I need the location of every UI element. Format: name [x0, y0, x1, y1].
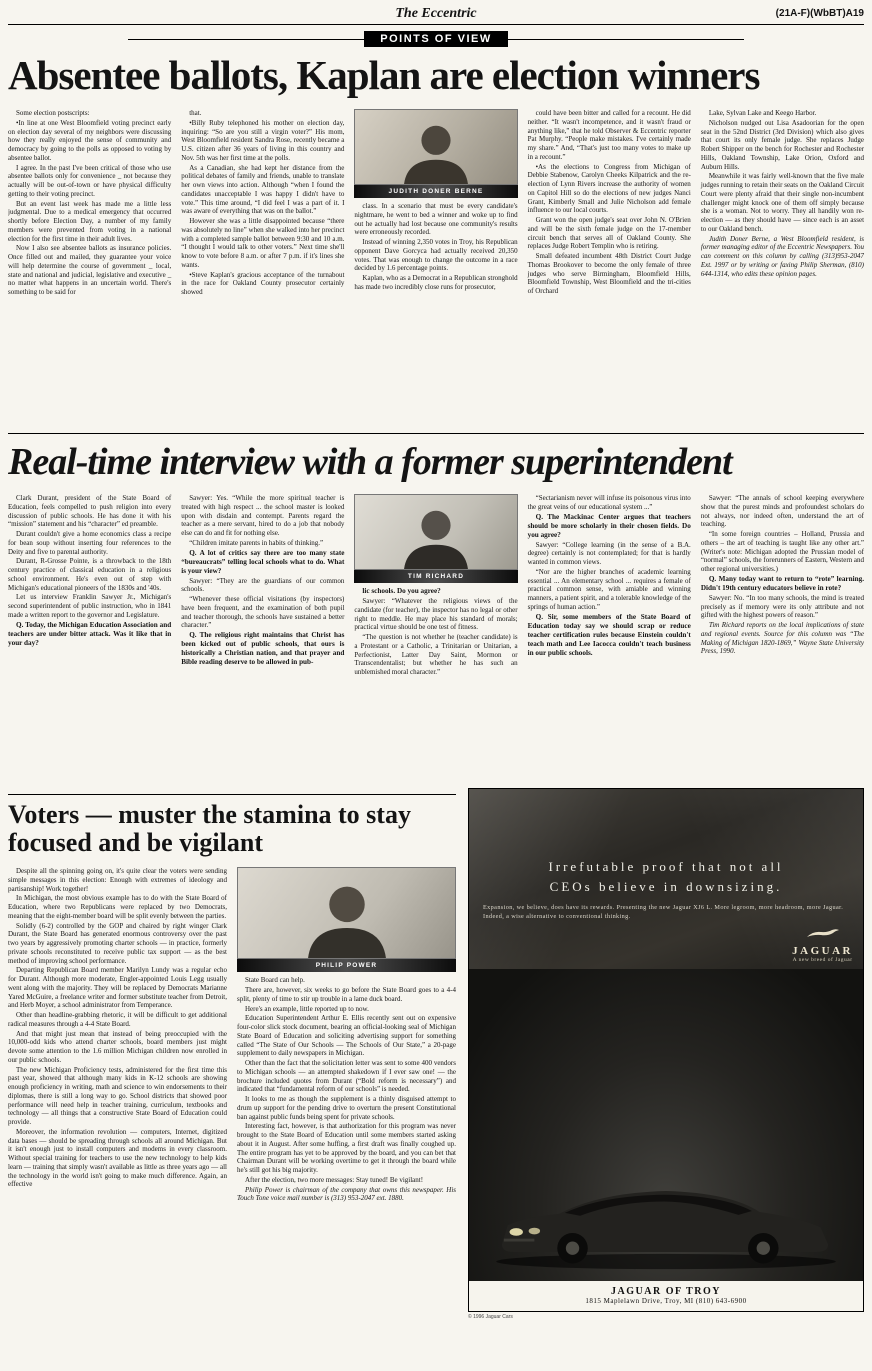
- dealer-name: JAGUAR OF TROY: [611, 1286, 721, 1297]
- paragraph: “Whenever these official visitations (by inspectors) have been frequent, and the examination of both pupil and teacher thorough, the schools have sustained a better character.”: [181, 595, 345, 630]
- paragraph: Other than headline-grabbing rhetoric, it will be difficult to get additional radical measures through a 4-4 State Board.: [8, 1011, 227, 1028]
- judith-doner-berne-photo: [354, 109, 517, 198]
- paragraph: “The question is not whether he (teacher candidate) is a Protestant or a Catholic, a Trinitarian or Unitarian, a Perfectionist, Latter Day Saint, Mormon or Transcendentalist; but whether he has such an unblemished moral character.”: [354, 633, 518, 677]
- paragraph: Education Superintendent Arthur E. Ellis recently sent out on expensive four-color slick stock document, bearing an official-looking seal of Michigan State Board of Education and soliciting advertising support for something called “The State of Our Schools — The Schools of Our State,” a 20-page supplement to daily newspapers in Michigan.: [237, 1014, 456, 1058]
- paragraph: Grant won the open judge's seat over John N. O'Brien and will be the sixth female judge on the 17-member circuit bench that serves all of Oakland County. She replaces Judge Robert Templin who is retiring.: [527, 216, 691, 251]
- paragraph: Q. A lot of critics say there are too many state “bureaucrats” telling local schools what to do. What is your view?: [181, 548, 345, 575]
- masthead: [8, 5, 864, 25]
- article3-body: [8, 867, 456, 1319]
- paragraph: “Nor are the higher branches of academic learning essential ... An elementary school ... requires a female of practical common sense, with amiable and winning manners, a patient spirit, and a tolerable knowledge of the springs of human action.”: [527, 567, 691, 611]
- paragraph: •As the elections to Congress from Michigan of Debbie Stabenow, Carolyn Cheeks Kilpatrick and the re-election of Lynn Rivers increase the authority of women on Capitol Hill so do the elections of new judges Nanci Grant, Kimberly Small and Julie Nicholson add female influence to our local courts.: [527, 162, 691, 215]
- article1-col3-text: [354, 202, 517, 292]
- article3-col2-text: [237, 976, 456, 1203]
- paragraph: The new Michigan Proficiency tests, administered for the first time this past year, showed that although many kids in K-12 schools are showing enough proficiency in writing, math and science to win endorsements to their diplomas, there is still a long way to go. School districts that showed poor performance will need help in teacher training, curriculum, textbooks and technology — all things that a constructive State Board of Education could provide.: [8, 1065, 227, 1127]
- article2-body: [8, 494, 864, 782]
- paragraph: However she was a little disappointed because “there was absolutely no line” when she walked into her precinct with a completed sample ballot between 9:30 and 10 a.m. “I thought I would talk to other voters.” Next time she'll know to vote before 8 a.m. or after 7 p.m. if it's lines she wants.: [181, 217, 345, 269]
- jaguar-leaper-icon: [806, 928, 840, 940]
- dealer-address: 1815 Maplelawn Drive, Troy, MI (810) 643-6900: [585, 1297, 747, 1305]
- ad-fine-print: © 1996 Jaguar Cars: [468, 1314, 513, 1320]
- article1-col5: [701, 109, 864, 427]
- paragraph: lic schools. Do you agree?: [362, 587, 441, 596]
- paragraph: that.: [189, 109, 202, 117]
- banner-rule-left: [128, 39, 364, 40]
- paragraph: After the election, two more messages: Stay tuned! Be vigilant!: [245, 1175, 424, 1184]
- person-silhouette-icon: [293, 876, 399, 959]
- paragraph: Q. Sir, some members of the State Board of Education today say we should scrap or reduce teacher certification rules because Einstein couldn't teach math and Lee Iacocca couldn't teach business in our public schools.: [527, 612, 691, 657]
- paragraph: Other than the fact that the solicitation letter was sent to some 400 vendors to Michigan schools — an attempted shakedown if I ever saw one! — the brochure included quotes from Durant (“Bold reform is necessary”) and indicated that “fundamental reform of our schools” is needed.: [237, 1059, 456, 1094]
- article1-col1: [8, 109, 171, 427]
- paragraph: Q. The religious right maintains that Christ has been kicked out of public schools, that ours is historically a Christian nation, and that prayer and Bible reading deserve to be allowed in pub-: [181, 631, 345, 666]
- page-id: (21A-F)(WbBT)A19: [775, 8, 864, 19]
- paragraph: Sawyer: No. “In too many schools, the mind is treated precisely as if memory were its only attribute and not gifted with the highest powers of reason.”: [700, 593, 864, 620]
- paragraph: Judith Doner Berne, a West Bloomfield resident, is former managing editor of the Eccentric Newspapers. You can comment on this column by calling (313)953-2047 Ext. 1997 or by writing or faxing Philip Sherman, (810) 644-1314, who edits these opinion pages.: [700, 234, 864, 278]
- paragraph: Philip Power is chairman of the company that owns this newspaper. His Touch Tone voice mail number is (313) 953-2047 ext. 1880.: [237, 1185, 456, 1203]
- paragraph: Let us interview Franklin Sawyer Jr., Michigan's second superintendent of public instruction, who in 1841 made a written report to the governor and Legislature.: [8, 593, 172, 619]
- ad-crumpled-paper-photo: [469, 789, 863, 969]
- jaguar-badge: [792, 927, 853, 963]
- article2-col5: [701, 494, 864, 782]
- paragraph: Sawyer: “The annals of school keeping everywhere show that the purest minds and profoundest scholars do not always, nor indeed often, understand the art of teaching.: [700, 494, 864, 529]
- paragraph: Clark Durant, president of the State Board of Education, feels compelled to push religion into every discussion of public schools. He has done it with his “mission” statement and his “character” ed preamble.: [8, 494, 172, 529]
- jaguar-ad: [468, 788, 864, 1312]
- article2-headline: Real-time interview with a former superintendent: [8, 441, 732, 483]
- portrait-photo: [354, 109, 517, 185]
- ad-headline-line1: Irrefutable proof that not all: [548, 859, 784, 874]
- article3-col2: [237, 867, 456, 1319]
- paragraph: In Michigan, the most obvious example has to do with the State Board of Education, where two Republicans were replaced by two Democrats, meaning that the eight-member board will be split evenly between the parties.: [8, 894, 227, 920]
- ad-car-photo: [469, 969, 863, 1281]
- section-banner: POINTS OF VIEW: [364, 31, 507, 47]
- paragraph: As a Canadian, she had kept her distance from the political debates of family and friends, unable to translate her own views into action. Although “when I found the candidates unacceptable I was happy I didn't have to vote.” This time around, “I did feel I was a part of it. I was aware of everything that was on the ballot.”: [181, 163, 345, 216]
- paragraph: Q. Today, the Michigan Education Association and teachers are under bitter attack. Was it like that in your day?: [8, 620, 172, 647]
- ad-dealer-block: [469, 1281, 863, 1311]
- paragraph: Small defeated incumbent 48th District Court Judge Thomas Brookover to become the only female of three judges who serve Birmingham, Bloomfield Hills, Bloomfield Township, West Bloomfield and the tri-cities of Orchard: [527, 252, 691, 295]
- paragraph: Durant couldn't give a home economics class a recipe for bean soup without inserting four references to the Deity and five to parental authority.: [8, 530, 172, 556]
- paragraph: Durant, R-Grosse Pointe, is a throwback to the 18th century practice of classical education in a religious school environment. He's even out of step with Michigan's educational pioneers of the 1830s and '40s.: [8, 557, 172, 592]
- paragraph: Instead of winning 2,350 votes in Troy, his Republican opponent Dave Gorcyca had actually received 20,350 votes. That was enough to change the outcome in a race decided by 1.6 percentage points.: [354, 238, 518, 273]
- portrait-photo: [237, 867, 456, 959]
- paragraph: Q. The Mackinac Center argues that teachers should be more scholarly in their chosen fields. Do you agree?: [527, 512, 691, 539]
- paragraph: Lake, Sylvan Lake and Keego Harbor.: [708, 109, 817, 117]
- paragraph: Nicholson nudged out Lisa Asadoorian for the open seat in the 52nd District (3rd Division) which also gives that court its only female judge. She replaces Judge Robert Shipper on the bench for Rochester and Rochester Hills, Oakland Township, Lake Orion, Oxford and Auburn Hills.: [700, 118, 864, 171]
- article1-body: [8, 109, 864, 427]
- ad-body-copy: Expansion, we believe, does have its rewards. Presenting the new Jaguar XJ6 L. More legroom, more headroom, more Jaguar. Indeed, a wise alternative to conventional thinking.: [483, 904, 844, 921]
- advertisement: [468, 788, 864, 1340]
- article1-col3: [354, 109, 517, 427]
- paragraph: Sawyer: “They are the guardians of our common schools.: [181, 576, 345, 594]
- paragraph: Departing Republican Board member Marilyn Lundy was a regular echo for Durant. Although more moderate, Engler-appointed Louis Legg usually went along with the majority. They will be replaced by Democrats Marianne Yared McGuire, a freelance writer and former substitute teacher from Detroit, and Herb Moyer, a school administrator from Temperance.: [8, 966, 227, 1010]
- section-banner-row: [128, 31, 744, 47]
- article3-col1: [8, 867, 227, 1319]
- banner-rule-right: [508, 39, 744, 40]
- jaguar-brand-text: JAGUAR: [792, 945, 853, 957]
- paragraph: could have been bitter and called for a recount. He did neither. “It wasn't incompetence, and it wasn't fraud or anything like,” that he told Observer & Eccentric reporter Pat Murphy. “People make mistakes. I've certainly made my share.” And, “That's just too many votes to make up in a recount.”: [527, 109, 691, 161]
- paragraph: Despite all the spinning going on, it's quite clear the voters were sending simple messages in this election: Enough with extremes of ideology and partisanship! Work together!: [8, 867, 227, 893]
- person-silhouette-icon: [392, 502, 480, 570]
- paragraph: Sawyer: Yes. “While the more spiritual teacher is treated with high respect ... the school master is looked upon with disdain and contempt. Parents regard the teacher as a mere servant, hired to do a job that nobody else can do and fit for nothing else.: [181, 494, 345, 537]
- paragraph: Moreover, the information revolution — computers, Internet, digitized data bases — should be spreading through schools all around Michigan. But it isn't enough just to install computers and modems in every classroom. Without special training for teachers to use the new technology to help kids learn — training that simply wasn't available as little as three years ago — all the technology in the world isn't going to make much difference. Again, an effective: [8, 1127, 227, 1189]
- paragraph: But an event last week has made me a little less judgmental. Due to a medical emergency that occurred shortly before Election Day, a number of my family members were prevented from voting in a national election for the first time in their adult lives.: [8, 199, 172, 243]
- photo-caption: TIM RICHARD: [354, 570, 517, 583]
- philip-power-photo: [237, 867, 456, 972]
- paragraph: class. In a scenario that must be every candidate's nightmare, he went to bed a winner and woke up to find out he actually had lost because one community's results were erroneously recorded.: [354, 202, 518, 237]
- paragraph: There are, however, six weeks to go before the State Board goes to a 4-4 split, plenty of time to stir up trouble in a lame duck board.: [237, 986, 456, 1003]
- paragraph: “Children imitate parents in habits of thinking.”: [189, 538, 324, 547]
- article2-col2: [181, 494, 344, 782]
- article2-col3: [354, 494, 517, 782]
- paragraph: I agree. In the past I've been critical of those who use absentee ballots only for convenience _ not because they actually will be out-of-town or have physical difficulty getting to their voting precinct.: [8, 163, 172, 198]
- article3-headline: Voters — muster the stamina to stay focused and be vigilant: [8, 800, 411, 858]
- paragraph: Meanwhile it was fairly well-known that the five male judges running to retain their seats on the Oakland Circuit Court were plenty afraid that their single non-incumbent challenger might knock one of them off simply because she is a woman. Not to worry. They all handily won re-election — as they should have — since each is an asset to our Oakland bench.: [700, 172, 864, 233]
- article2-col4: [528, 494, 691, 782]
- newspaper-title: The Eccentric: [395, 6, 477, 21]
- paragraph: •In line at one West Bloomfield voting precinct early on election day several of my neighbors were discussing how they really enjoyed the sense of community and democracy by going to the polls as opposed to voting by absentee ballot.: [8, 118, 172, 162]
- paragraph: Kaplan, who as a Democrat in a Republican stronghold has made two incredibly close runs for prosecutor,: [354, 274, 518, 291]
- article3: [8, 788, 456, 1340]
- person-silhouette-icon: [392, 117, 480, 185]
- paragraph: •Billy Ruby telephoned his mother on election day, inquiring: “So are you still a virgin voter?” His mom, West Bloomfield resident Sandra Rose, recently became a U.S. citizen after 36 years of living in this country and Nov. 5th was her first time at the polls.: [181, 118, 345, 162]
- paragraph: Here's an example, little reported up to now.: [245, 1004, 369, 1013]
- article1-headline: Absentee ballots, Kaplan are election winners: [8, 52, 760, 98]
- paragraph: Interesting fact, however, is that authorization for this program was never brought to the State Board of Education until some members started asking about it in August. After some huffing, a first draft was finally coughed up. The entire program has yet to be approved by the board, and you can bet that Chairman Durant will be working overtime to get it through the board while he's still got his big majority.: [237, 1122, 456, 1175]
- article2-col1: [8, 494, 171, 782]
- paragraph: Tim Richard reports on the local implications of state and regional events. Source for this column was “The Making of Michigan 1820-1869,” Wayne State University Press, 1990.: [700, 621, 864, 656]
- paragraph: Q. Many today want to return to “rote” learning. Didn't 19th century educators believe in rote?: [700, 574, 864, 592]
- paragraph: Sawyer: “College learning (in the sense of a B.A. degree) certainly is not contemplated; for that is hardly wanted in common views.: [527, 540, 691, 566]
- paragraph: It looks to me as though the supplement is a thinly disguised attempt to drum up support for the pending drive to overturn the present Constitutional ban against public funds being spent for private schools.: [237, 1095, 456, 1121]
- photo-caption: JUDITH DONER BERNE: [354, 185, 517, 198]
- article2-col3-text: [354, 587, 517, 677]
- divider-rule: [8, 433, 864, 434]
- jaguar-tagline: A new breed of Jaguar: [792, 957, 853, 963]
- paragraph: Some election postscripts:: [16, 109, 90, 117]
- photo-caption: PHILIP POWER: [237, 959, 456, 972]
- ad-headline-line2: CEOs believe in downsizing.: [549, 878, 783, 894]
- paragraph: •Steve Kaplan's gracious acceptance of the turnabout in the race for Oakland County prosecutor certainly showed: [181, 270, 345, 296]
- paragraph: Now I also see absentee ballots as insurance policies. Once filled out and mailed, they guarantee your voice will help determine the course of government _ local, state and national and judicial, legislative and executive _ no matter what happens in an uncertain world. There's something to be said for: [8, 244, 172, 296]
- portrait-photo: [354, 494, 517, 570]
- tim-richard-photo: [354, 494, 517, 583]
- paragraph: And that might just mean that instead of being preoccupied with the 10,000-odd kids who attend charter schools, board members just might devote some attention to the 1.6 million Michigan children now enrolled in our public schools.: [8, 1029, 227, 1064]
- divider-rule: [8, 794, 456, 795]
- paragraph: State Board can help.: [245, 976, 305, 985]
- paragraph: Solidly (6-2) controlled by the GOP and chaired by right winger Clark Durant, the State Board has generated enormous controversy over the past two years by aggressively promoting charter schools — in practice, formerly private schools reconstituted to receive public tax support — as the best method of improving school performance.: [8, 921, 227, 965]
- jaguar-sedan-image: [485, 1149, 847, 1273]
- paragraph: Sawyer: “Whatever the religious views of the candidate (for teacher), the inspector has no legal or other right to meddle. He may place his standard of morals; practical virtue should be one test of fitness.: [354, 597, 518, 632]
- ad-headline: [469, 857, 863, 896]
- paragraph: “In some foreign countries – Holland, Prussia and others – the art of teaching is taught like any other art.” (Writer's note: Michigan adopted the Prussian model of “normal” schools, the forerunners of Eastern, Western and other regional universities.): [700, 530, 864, 573]
- article1-col2: [181, 109, 344, 427]
- paragraph: “Sectarianism never will infuse its poisonous virus into the great veins of our educational system ...”: [527, 494, 691, 511]
- article1-col4: [528, 109, 691, 427]
- bottom-region: [8, 788, 864, 1340]
